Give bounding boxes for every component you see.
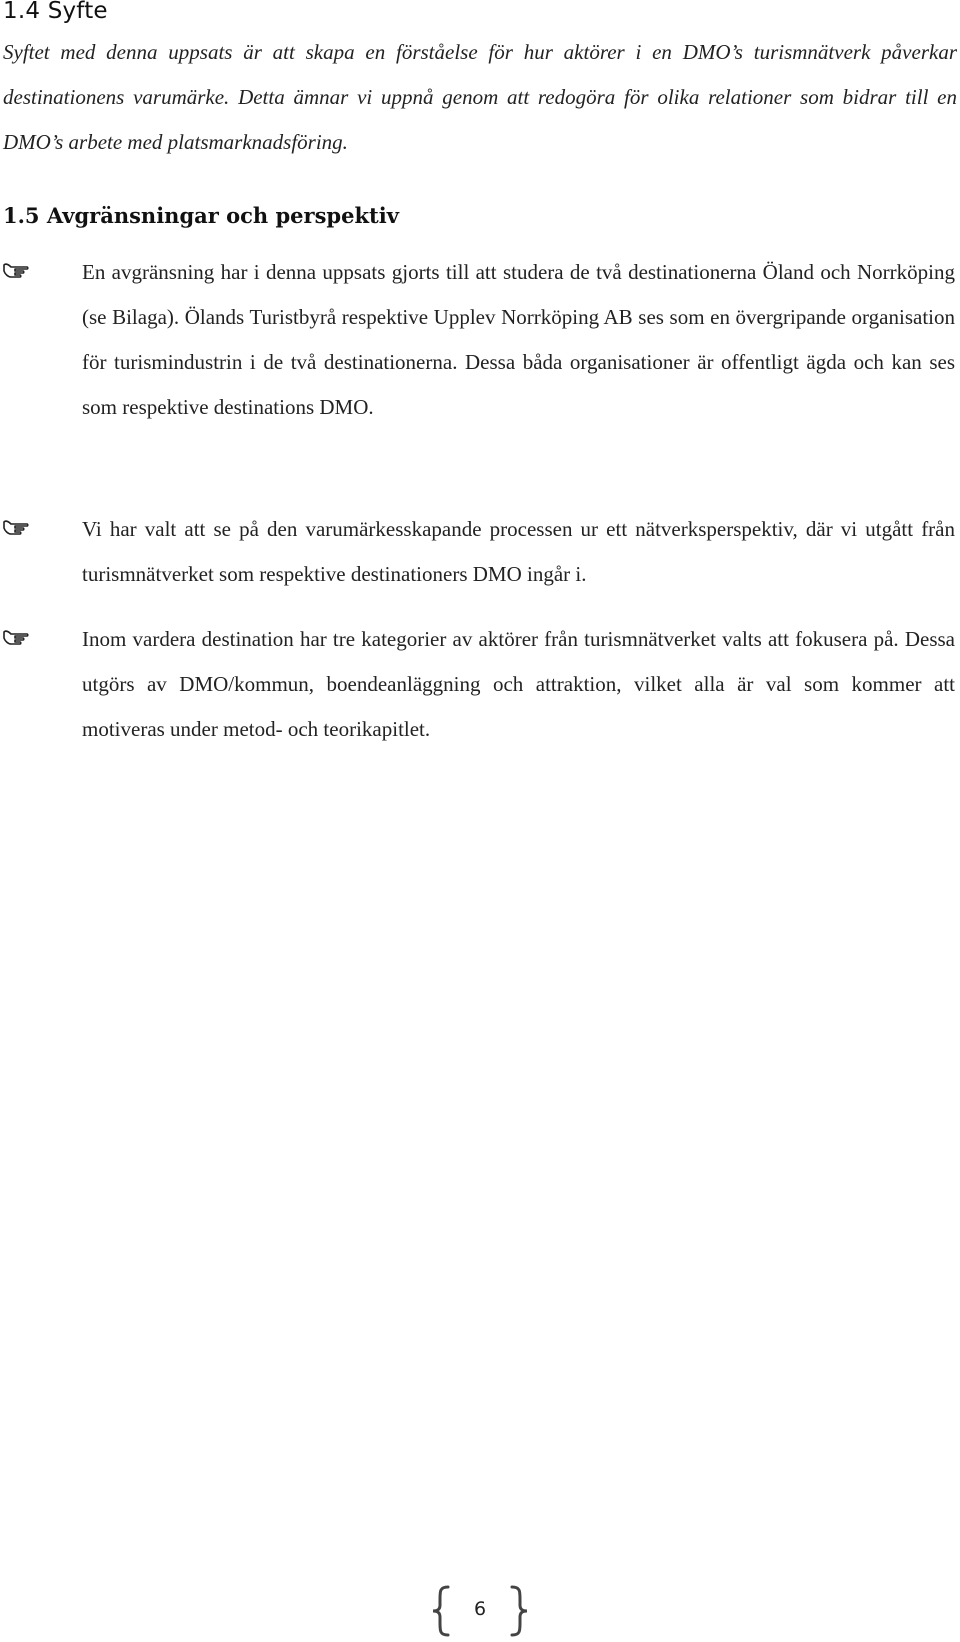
syfte-paragraph: Syftet med denna uppsats är att skapa en förståelse för hur aktörer i en DMO’s turismnätverk påverkar destinationens varumärke. Detta ämnar vi uppnå genom att redogöra för olika relationer som bidrar till en DMO’s arbete med platsmarknadsföring.	[3, 40, 957, 154]
pointing-hand-icon	[3, 518, 29, 538]
curly-brace-icon	[508, 1585, 530, 1637]
page-number: 6	[473, 1598, 487, 1620]
pointing-hand-icon	[3, 261, 29, 281]
page-footer	[430, 1585, 530, 1637]
pointing-hand-icon	[3, 628, 29, 648]
section-heading-avgransningar: 1.5 Avgränsningar och perspektiv	[3, 203, 399, 228]
bullet-text: Vi har valt att se på den varumärkesskapande processen ur ett nätverksperspektiv, där vi utgått från turismnätverket som respektive destinationers DMO ingår i.	[82, 517, 955, 586]
bullet-text: En avgränsning har i denna uppsats gjorts till att studera de två destinationerna Öland och Norrköping (se Bilaga). Ölands Turistbyrå respektive Upplev Norrköping AB ses som en övergripande organisation för turismindustrin i de två destinationerna. Dessa båda organisationer är offentligt ägda och kan ses som respektive destinations DMO.	[82, 260, 955, 419]
bullet-text: Inom vardera destination har tre kategorier av aktörer från turismnätverket valts att fokusera på. Dessa utgörs av DMO/kommun, boendeanläggning och attraktion, vilket alla är val som kommer att motiveras under metod- och teorikapitlet.	[82, 627, 955, 741]
section-heading-syfte: 1.4 Syfte	[3, 0, 108, 24]
